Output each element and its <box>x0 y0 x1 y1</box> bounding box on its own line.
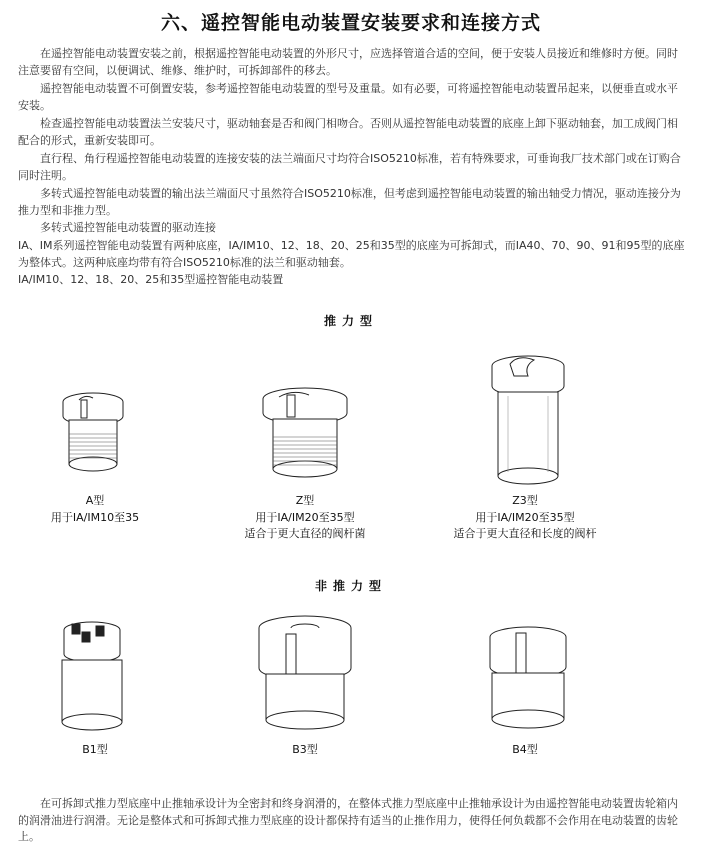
coupling-z-illustration <box>255 385 355 483</box>
paragraph-thrust-bearing: 在可拆卸式推力型底座中止推轴承设计为全密封和终身润滑的，在整体式推力型底座中止推轴承设计为由遥控智能电动装置齿轮箱内的润滑油进行润滑。无论是整体式和可拆卸式推力型底座的设计都保持有适当的止推作用力，使得任何负载都不会作用在电动装置的齿轮上。 <box>18 797 678 843</box>
paragraph-multiturn: 多转式遥控智能电动装置的输出法兰端面尺寸虽然符合ISO5210标准，但考虑到遥控智能电动装置的输出轴受力情况，驱动连接分为推力型和非推力型。 <box>18 187 681 217</box>
coupling-a-name: A型 <box>85 494 105 507</box>
coupling-z3-name: Z3型 <box>512 494 538 507</box>
thrust-type-heading: 推力型 <box>323 314 378 328</box>
paragraph-models: IA/IM10、12、18、20、25和35型遥控智能电动装置 <box>18 273 284 286</box>
coupling-a-desc: 用于IA/IM10至35 <box>50 511 140 524</box>
non-thrust-type-heading: 非推力型 <box>314 579 387 593</box>
coupling-z-note: 适合于更大直径的阀杆菌 <box>244 527 366 540</box>
coupling-b4-name: B4型 <box>512 743 538 756</box>
paragraph-iso-standard: 直行程、角行程遥控智能电动装置的连接安装的法兰端面尺寸均符合ISO5210标准，若有特殊要求，可垂询我厂技术部门或在订购合同时注明。 <box>18 152 681 182</box>
coupling-z3-desc: 用于IA/IM20至35型 <box>475 511 575 524</box>
coupling-b1-name: B1型 <box>82 743 108 756</box>
coupling-z-desc: 用于IA/IM20至35型 <box>255 511 355 524</box>
coupling-z3-illustration <box>478 352 578 490</box>
coupling-a-illustration <box>55 390 131 478</box>
paragraph-drive-heading: 多转式遥控智能电动装置的驱动连接 <box>40 221 216 234</box>
coupling-b3-illustration <box>250 612 360 734</box>
coupling-b1-illustration <box>52 618 132 733</box>
coupling-z-name: Z型 <box>295 494 315 507</box>
paragraph-orientation: 遥控智能电动装置不可倒置安装，参考遥控智能电动装置的型号及重量。如有必要，可将遥控智能电动装置吊起来，以便垂直或水平安装。 <box>18 82 678 112</box>
coupling-z3-note: 适合于更大直径和长度的阀杆 <box>453 527 597 540</box>
coupling-b4-illustration <box>478 625 578 733</box>
coupling-b3-name: B3型 <box>292 743 318 756</box>
paragraph-space: 在遥控智能电动装置安装之前，根据遥控智能电动装置的外形尺寸，应选择管道合适的空间，便于安装人员接近和维修时方便。同时注意要留有空间，以便调试、维修、维护时，可拆卸部件的移去。 <box>18 47 678 77</box>
paragraph-flange-check: 检查遥控智能电动装置法兰安装尺寸，驱动轴套是否和阀门相吻合。否则从遥控智能电动装置的底座上卸下驱动轴套，加工成阀门相配合的形式，重新安装即可。 <box>18 117 678 147</box>
paragraph-base-types: IA、IM系列遥控智能电动装置有两种底座，IA/IM10、12、18、20、25和35型的底座为可拆卸式，而IA40、70、90、91和95型的底座为整体式。这两种底座均带有符合ISO5210标准的法兰和驱动轴套。 <box>18 239 685 269</box>
page-title: 六、遥控智能电动装置安装要求和连接方式 <box>160 12 541 34</box>
